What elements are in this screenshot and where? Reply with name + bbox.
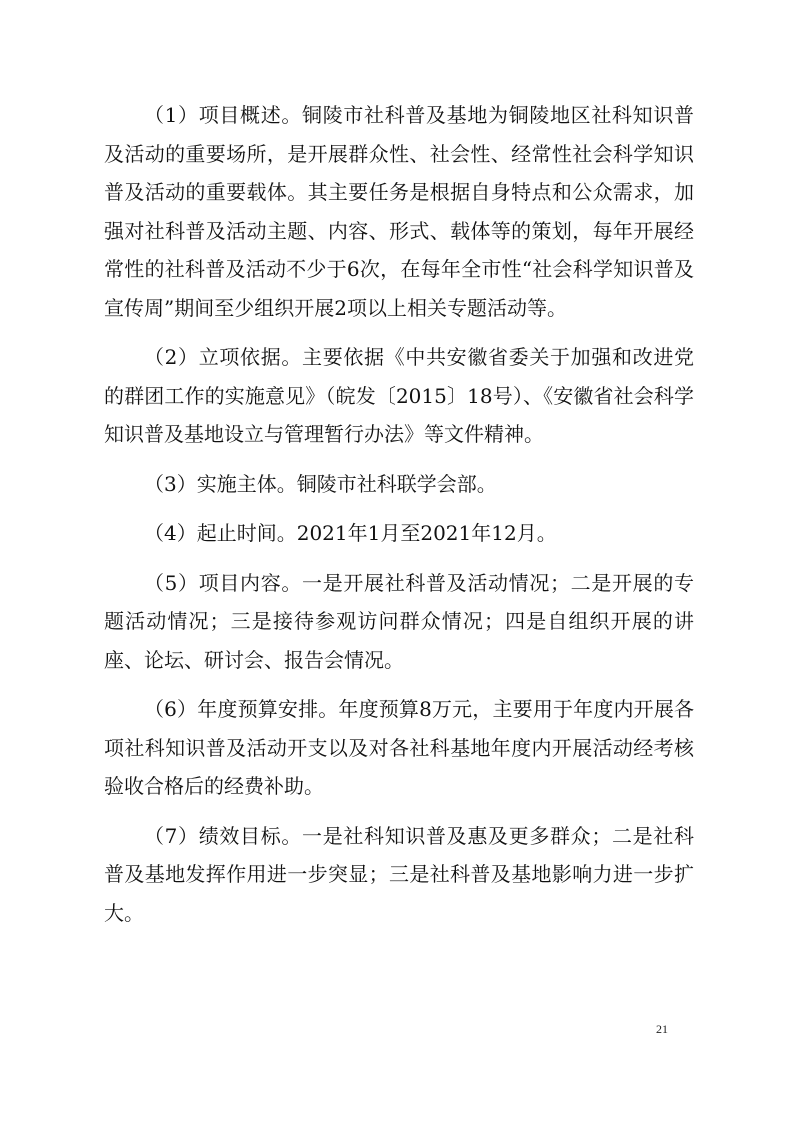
paragraph-goals: （7）绩效目标。一是社科知识普及惠及更多群众；二是社科普及基地发挥作用进一步突显；三是社科普及基地影响力进一步扩大。 <box>104 823 694 925</box>
paragraph-timeframe: （4）起止时间。2021年1月至2021年12月。 <box>144 521 557 545</box>
paragraph-implementer: （3）实施主体。铜陵市社科联学会部。 <box>144 471 497 496</box>
paragraph-project-overview: （1）项目概述。铜陵市社科普及基地为铜陵地区社科知识普及活动的重要场所，是开展群众性、社会性、经常性社会科学知识普及活动的重要载体。其主要任务是根据自身特点和公众需求，加强对社科普及活动主题、内容、形式、载体等的策划，每年开展经常性的社科普及活动不少于6次，在每年全市性“社会科学知识普及宣传周”期间至少组织开展2项以上相关专题活动等。 <box>104 103 694 320</box>
page-number: 21 <box>656 1022 668 1036</box>
paragraph-content: （5）项目内容。一是开展社科普及活动情况；二是开展的专题活动情况；三是接待参观访问群众情况；四是自组织开展的讲座、论坛、研讨会、报告会情况。 <box>104 570 694 672</box>
paragraph-budget: （6）年度预算安排。年度预算8万元，主要用于年度内开展各项社科知识普及活动开支以及对各社科基地年度内开展活动经考核验收合格后的经费补助。 <box>104 697 694 798</box>
paragraph-basis: （2）立项依据。主要依据《中共安徽省委关于加强和改进党的群团工作的实施意见》（皖发〔2015〕18号）、《安徽省社会科学知识普及基地设立与管理暂行办法》等文件精神。 <box>104 345 694 446</box>
document-body <box>104 96 694 943</box>
